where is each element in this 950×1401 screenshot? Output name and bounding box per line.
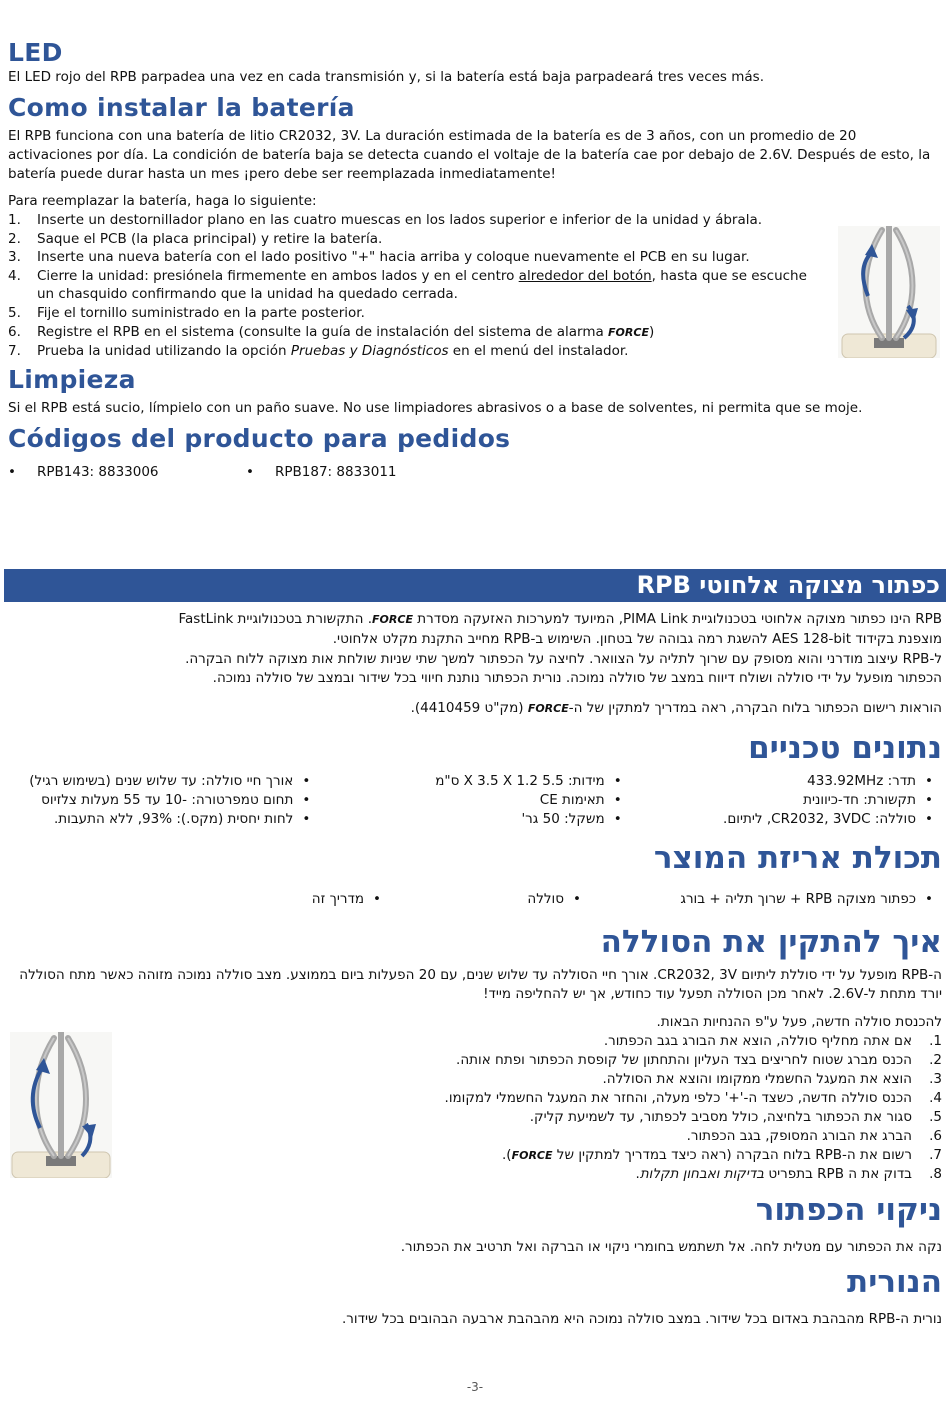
list-item: 8. בדוק את ה RPB בתפריט בדיקות ואבחון תקלות.	[635, 1165, 942, 1182]
hebrew-led-heading: הנורית	[847, 1264, 942, 1300]
list-item: • כפתור מצוקה RPB + שרוך תליה + בורג	[680, 891, 933, 907]
battery-install-image	[10, 1032, 112, 1178]
list-item: 6. Registre el RPB en el sistema (consulte la guía de instalación del sistema de alarma FORCE)	[8, 323, 655, 340]
hebrew-led-section	[8, 1262, 942, 1329]
force-brand: FORCE	[511, 1148, 553, 1162]
list-item: • מדריך זה	[311, 891, 381, 907]
list-item: 3. Inserte una nueva batería con el lado positivo "+" hacia arriba y coloque nuevamente el PCB en su lugar.	[8, 249, 750, 266]
product-codes	[8, 462, 942, 482]
list-item: 2. Saque el PCB (la placa principal) y retire la batería.	[8, 230, 383, 247]
list-item: 3. הוצא את המעגל החשמלי ממקומו והוצא את הסוללה.	[602, 1070, 942, 1087]
list-item: • תחום טמפרטורה: -10 עד 55 מעלות צלזיוס	[41, 792, 311, 808]
led-heading: LED	[8, 38, 63, 67]
list-item: 4. Cierre la unidad: presiónela firmemente en ambos lados y en el centro alrededor del botón, hasta que se escuche un chasquido confirmando que la unidad ha quedado cerrada.	[8, 267, 807, 303]
list-item: 5. סגור את הכפתור בלחיצה, כולל מסביב לכפתור, עד לשמיעת קליק.	[529, 1108, 942, 1125]
hebrew-cleaning-section	[8, 1190, 942, 1257]
specs-column	[319, 772, 630, 829]
package-heading: תכולת אריזת המוצר	[653, 840, 942, 876]
list-item: 2. הכנס מברג שטוח לחריצים בצד העליון והתחתון של קופסת הכפתור ופתח אותה.	[456, 1051, 942, 1068]
list-item: • משקל: 50 גר'	[521, 811, 622, 827]
list-item: • מידות: 5.5 X 3.5 X 1.2 ס"מ	[435, 773, 622, 789]
intro-line: מוצפנת בקידוד AES 128-bit להשגת רמה גבוהה של בטחון. השימוש ב-RPB מחייב התקנת מקלט אלחוטי.	[332, 630, 942, 647]
force-brand: FORCE	[527, 702, 569, 715]
battery-steps	[8, 1032, 942, 1184]
package-section	[8, 838, 942, 909]
list-item: 6. הברג את הבורג המסופק, בגב הכפתור.	[686, 1127, 942, 1144]
force-brand: FORCE	[608, 325, 649, 339]
hebrew-cleaning-heading: ניקוי הכפתור	[755, 1192, 942, 1228]
list-item: 7. רשום את ה-RPB בלוח הבקרה (ראה כיצד במדריך למתקין של FORCE).	[502, 1146, 942, 1163]
specs-column	[8, 772, 319, 829]
battery-intro: להכנסת סוללה חדשה, פעל ע"פ ההנחיות הבאות.	[656, 1014, 942, 1030]
hebrew-cleaning-text: נקה את הכפתור עם מטלית לחה. אל תשתמש בחומרי ניקוי או הברקה ואל תרטיב את הכפתור.	[400, 1239, 942, 1255]
intro-line: RPB הינו כפתור מצוקה אלחוטי בטכנולוגיית PIMA Link, המיועד למערכות האזעקה מסדרת FORCE. התקשורת בטכנולוגיית FastLink	[178, 611, 942, 627]
cleaning-text: Si el RPB está sucio, límpielo con un paño suave. No use limpiadores abrasivos o a base de solventes, ni permita que se moje.	[8, 399, 863, 416]
list-item: 1. Inserte un destornillador plano en las cuatro muescas en los lados superior e inferior de la unidad y ábrala.	[8, 212, 763, 228]
battery-heading: איך להתקין את הסוללה	[600, 924, 942, 960]
battery-section	[8, 922, 942, 1184]
hebrew-intro	[8, 610, 942, 719]
codes-heading: Códigos del producto para pedidos	[8, 423, 511, 453]
list-item: 5. Fije el tornillo suministrado en la parte posterior.	[8, 304, 365, 321]
underlined-text: alrededor del botón	[518, 267, 652, 284]
list-item: • תקשורת: חד-כיוונית	[803, 792, 933, 808]
list-item: • RPB143: 8833006	[8, 463, 159, 480]
list-item: • תאימות CE	[539, 792, 622, 808]
list-item: • לחות יחסית (מקס.): 93%, ללא התעבות.	[53, 811, 311, 827]
install-intro: Para reemplazar la batería, haga lo siguiente:	[8, 193, 317, 209]
intro-line: הכפתור מופעל על ידי סוללה ושולח דיווח במצב של סוללה נמוכה. נורית הכפתור נותנת חיווי בכל שידור ובמצב של סוללה נמוכה.	[212, 669, 942, 686]
led-text: El LED rojo del RPB parpadea una vez en cada transmisión y, si la batería está baja parpadeará tres veces más.	[8, 69, 765, 85]
specs-heading: נתונים טכניים	[748, 730, 942, 766]
package-list	[8, 890, 942, 909]
list-item: 7. Prueba la unidad utilizando la opción Pruebas y Diagnósticos en el menú del instalador.	[8, 343, 629, 360]
intro-line: ל-RPB עיצוב מודרני והוא מסופק עם שרוך לתליה על הצוואר. לחיצה על הכפתור למשך שתי שניות שולחת אות מצוקה ללוח הבקרה.	[185, 651, 942, 667]
install-paragraph: El RPB funciona con una batería de litio CR2032, 3V. La duración estimada de la batería es de 3 años, con un promedio de 20 activaciones por día. La condición de batería baja se detecta cuando el voltaje de la batería cae por debajo de 2.6V. Después de esto, la batería puede durar hasta un mes ¡pero debe ser reemplazada inmediatamente!	[8, 128, 931, 182]
list-item: 1. אם אתה מחליף סוללה, הוצא את הבורג בגב הכפתור.	[603, 1032, 942, 1049]
install-heading: Como instalar la batería	[8, 93, 355, 122]
specs-section	[8, 728, 942, 829]
specs-list	[8, 772, 942, 829]
page-number: -3-	[466, 1380, 484, 1394]
list-item: • RPB187: 8833011	[246, 463, 397, 480]
list-item: • תדר: 433.92MHz	[807, 773, 933, 789]
force-brand: FORCE	[372, 613, 413, 626]
list-item: 4. הכנס סוללה חדשה, כשצד ה-'+' כלפי מעלה, והחזר את המעגל החשמלי למקומו.	[444, 1089, 942, 1106]
registration-note: הוראות רישום הכפתור בלוח הבקרה, ראה במדריך למתקין של ה-FORCE (מק"ט 4410459).	[410, 700, 942, 716]
cleaning-heading: Limpieza	[8, 364, 136, 394]
list-item: • סוללה: CR2032, 3VDC, ליתיום.	[723, 811, 933, 827]
list-item: • סוללה	[527, 891, 581, 907]
specs-column	[631, 772, 942, 829]
hebrew-banner: כפתור מצוקה אלחוטי RPB	[4, 569, 946, 602]
battery-install-image	[838, 226, 940, 358]
battery-paragraph: ה-RPB מופעל על ידי סוללת ליתיום CR2032, 3V. אורך חיי הסוללה עד שלוש שנים, עם 20 הפעלות ביום בממוצע. מצב סוללה נמוכה מזוהה כאשר מתח הסוללה יורד מתחת ל-2.6V. לאחר מכן הסוללה תפעל עוד כחודש, אך יש להחליפה מייד!	[19, 967, 942, 1002]
hebrew-led-text: נורית ה-RPB מהבהבת באדום בכל שידור. במצב סוללה נמוכה היא מהבהבת ארבעה הבהובים בכל שידור.	[342, 1311, 942, 1327]
list-item: • אורך חיי סוללה: עד שלוש שנים (בשימוש רגיל)	[29, 773, 311, 789]
install-steps	[8, 211, 823, 361]
spanish-section	[8, 38, 942, 482]
